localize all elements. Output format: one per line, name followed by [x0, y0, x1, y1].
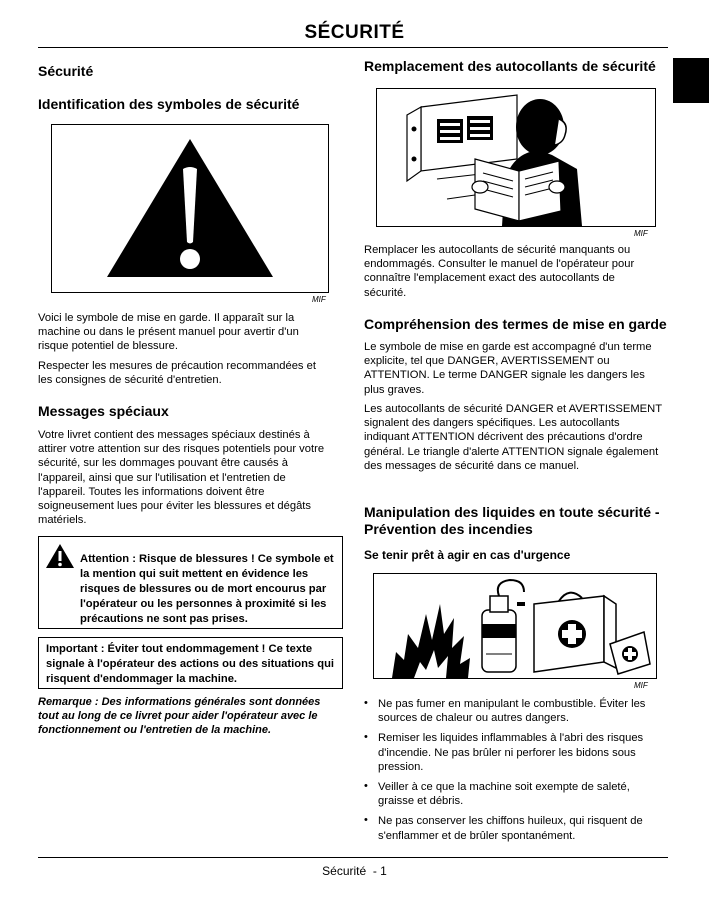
decals-text: Remplacer les autocollants de sécurité manquants ou endommagés. Consulter le manuel de l'opérateur pour connaître l'emplacement exact des autocollants de sécurité. [364, 244, 635, 299]
fire-safety-list [364, 697, 664, 843]
fire-safety-figure [373, 573, 657, 679]
important-text: Important : Éviter tout endommagement ! Ce texte signale à l'opérateur des actions ou des situations qui risquent d'endommager la machine. [46, 643, 335, 685]
respect-text: Respecter les mesures de précaution recommandées et les consignes de sécurité d'entretien. [38, 360, 316, 387]
list-item [364, 731, 664, 774]
messages-text: Votre livret contient des messages spéciaux destinés à attirer votre attention sur des risques potentiels pour votre sécurité, sur les dommages pouvant être causés à l'appareil, ainsi que sur l'utilisation et l'entretien de l'appareil. Toutes les informations doivent être soigneusement lues pour éviter les blessures et dégâts matériels. [38, 429, 325, 527]
list-item [364, 697, 664, 725]
list-item [364, 814, 664, 842]
fluids-heading: Manipulation des liquides en toute sécurité - Prévention des incendies [364, 504, 660, 537]
footer-rule [38, 857, 668, 858]
remark-block [38, 695, 343, 737]
header-rule [38, 47, 668, 48]
section-label: Sécurité [38, 63, 94, 79]
attention-text: Attention : Risque de blessures ! Ce symbole et la mention qui suit mettent en évidence les risques de blessures ou de mort encourus par l'opérateur ou les personnes à proximité si les précautions ne sont pas prises. [80, 553, 334, 625]
messages-heading: Messages spéciaux [38, 403, 169, 419]
bullet-icon: • [364, 780, 368, 793]
alert-triangle-icon [52, 125, 328, 292]
list-item-text: Ne pas conserver les chiffons huileux, qui risquent de s'enflammer et de brûler spontanément. [378, 815, 643, 842]
attention-callout [38, 536, 343, 629]
list-item [364, 780, 664, 808]
page-title: SÉCURITÉ [304, 22, 405, 43]
terms-text-2: Les autocollants de sécurité DANGER et AVERTISSEMENT signalent des dangers spécifiques. Les autocollants indiquant ATTENTION décrivent des précautions d'ordre général. Le triangle d'alerte ATTENTION signale également des messages de sécurité dans ce manuel. [364, 403, 662, 472]
bullet-icon: • [364, 731, 368, 744]
safety-symbol-figure [51, 124, 329, 293]
decals-figure [376, 88, 656, 227]
remark-text: Remarque : Des informations générales sont données tout au long de ce livret pour aider l'opérateur avec le fonctionnement ou l'entretien de la machine. [38, 696, 321, 736]
decals-heading: Remplacement des autocollants de sécurité [364, 58, 656, 74]
figure-label: MIF [634, 229, 648, 238]
symbols-heading: Identification des symboles de sécurité [38, 96, 300, 112]
bullet-icon: • [364, 814, 368, 827]
bullet-icon: • [364, 697, 368, 709]
symbol-description: Voici le symbole de mise en garde. Il apparaît sur la machine ou dans le présent manuel pour avertir d'un risque potentiel de blessure. [38, 312, 299, 353]
terms-heading: Compréhension des termes de mise en garde [364, 316, 667, 332]
list-item-text: Veiller à ce que la machine soit exempte de saleté, graisse et débris. [378, 781, 630, 808]
figure-label: MIF [634, 681, 648, 690]
terms-text-1: Le symbole de mise en garde est accompagné d'un terme explicite, tel que DANGER, AVERTISSEMENT ou ATTENTION. Le terme DANGER signale les dangers les plus graves. [364, 341, 652, 396]
emergency-subheading: Se tenir prêt à agir en cas d'urgence [364, 548, 571, 562]
page-number: Sécurité - 1 [322, 864, 387, 878]
list-item-text: Remiser les liquides inflammables à l'abri des risques d'incendie. Ne pas brûler ni perforer les bidons sous pression. [378, 732, 644, 773]
section-tab [673, 58, 709, 103]
list-item-text: Ne pas fumer en manipulant le combustible. Éviter les sources de chaleur ou autres dangers. [378, 698, 646, 725]
operator-reading-manual-icon [377, 89, 655, 226]
fire-extinguisher-firstaid-icon [374, 574, 656, 678]
warning-icon [45, 543, 75, 569]
figure-label: MIF [312, 295, 326, 304]
important-callout [38, 637, 343, 689]
